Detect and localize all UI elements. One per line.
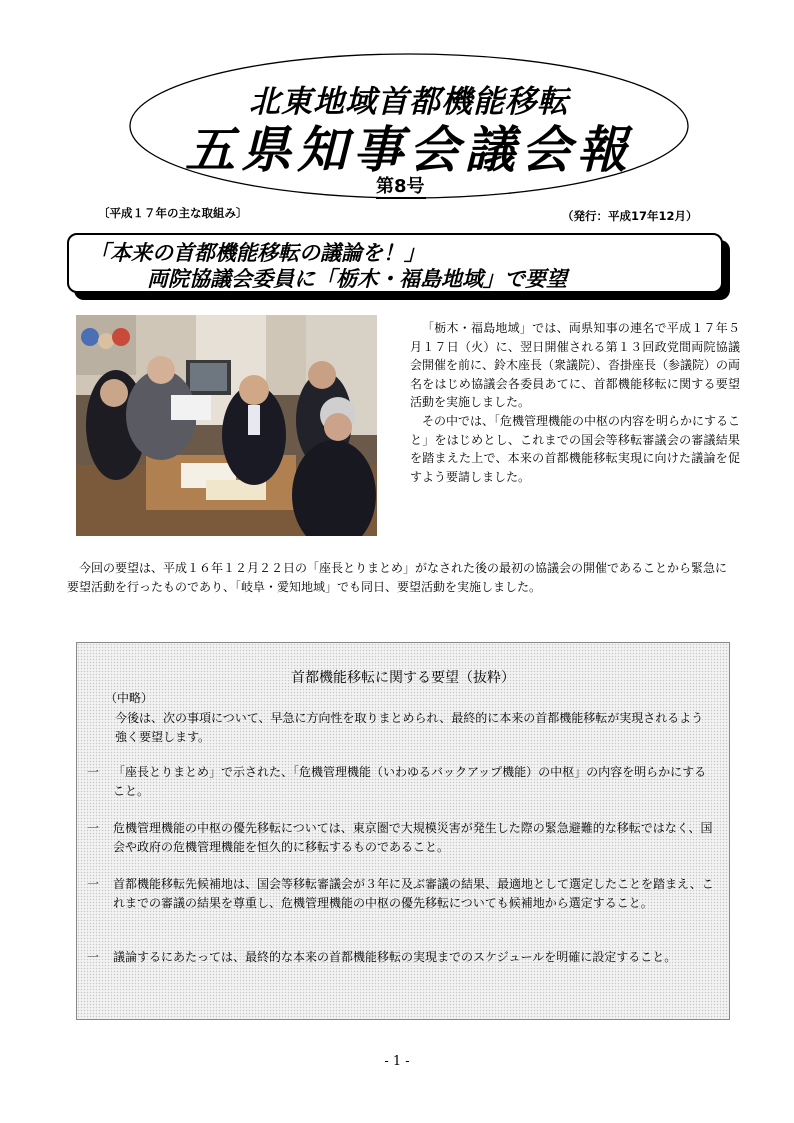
request-box <box>76 642 730 1020</box>
issue-underline <box>376 197 426 199</box>
request-item <box>87 819 717 856</box>
body-paragraph: 今回の要望は、平成１６年１２月２２日の「座長とりまとめ」がなされた後の最初の協議会の開催であることから緊急に要望活動を行ったものであり、「岐阜・愛知地域」でも同日、要望活動を実施しました。 <box>67 561 728 594</box>
bullet-dash: 一 <box>87 765 100 779</box>
omitted-note: （中略） <box>105 691 154 705</box>
request-item-text: 首都機能移転先候補地は、国会等移転審議会が３年に及ぶ審議の結果、最適地として選定したことを踏まえ、これまでの審議の結果を尊重し、危機管理機能の中枢の優先移転についても候補地から選定すること。 <box>113 877 714 910</box>
request-intro: 今後は、次の事項について、早急に方向性を取りまとめられ、最終的に本来の首都機能移転が実現されるよう強く要望します。 <box>115 711 704 744</box>
request-item <box>87 948 717 967</box>
bullet-dash: 一 <box>87 950 100 964</box>
masthead-title: 五県知事会議会報 <box>185 121 633 179</box>
issue-date: （発行：平成17年12月） <box>562 209 698 223</box>
section-label: 〔平成１７年の主な取組み〕 <box>98 206 248 220</box>
meeting-photo <box>76 315 377 536</box>
lead-paragraph: 「栃木・福島地域」では、両県知事の連名で平成１７年５月１７日（火）に、翌日開催される第１３回政党間両院協議会開催を前に、鈴木座長（衆議院）、沓掛座長（参議院）の両名をはじめ協議会各委員あてに、首都機能移転に関する要望活動を実施しました。 <box>410 321 741 410</box>
lead-text <box>410 319 740 486</box>
bullet-dash: 一 <box>87 877 100 891</box>
page-number: - 1 - <box>384 1054 410 1069</box>
request-item-text: 危機管理機能の中枢の優先移転については、東京圏で大規模災害が発生した際の緊急避難的な移転ではなく、国会や政府の危機管理機能を恒久的に移転するものであること。 <box>113 821 713 854</box>
headline-box <box>67 233 723 293</box>
lead-paragraph: その中では、「危機管理機能の中枢の内容を明らかにすること」をはじめとし、これまでの国会等移転審議会の審議結果を踏まえた上で、本来の首都機能移転実現に向けた議論を促すよう要請しました。 <box>410 413 741 484</box>
bullet-dash: 一 <box>87 821 100 835</box>
request-item-text: 「座長とりまとめ」で示された、「危機管理機能（いわゆるバックアップ機能）の中枢」の内容を明らかにすること。 <box>113 765 707 798</box>
issue-number: 第8号 <box>376 176 425 197</box>
request-item <box>87 763 717 800</box>
request-box-title: 首都機能移転に関する要望（抜粋） <box>291 670 515 686</box>
request-item <box>87 875 717 912</box>
headline-line-2: 両院協議会委員に「栃木・福島地域」で要望 <box>147 267 567 291</box>
body-text <box>67 559 737 596</box>
masthead-subtitle: 北東地域首都機能移転 <box>249 84 569 120</box>
headline-line-1: 「本来の首都機能移転の議論を！」 <box>89 241 425 265</box>
request-item-text: 議論するにあたっては、最終的な本来の首都機能移転の実現までのスケジュールを明確に設定すること。 <box>113 950 677 964</box>
